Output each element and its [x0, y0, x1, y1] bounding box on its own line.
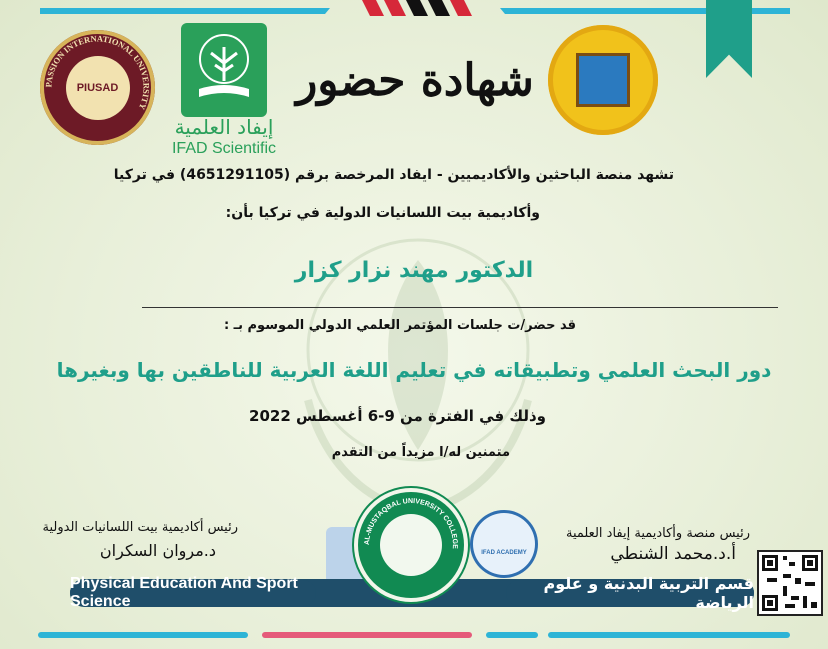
ifad-name-arabic: إيفاد العلمية [174, 115, 274, 139]
academy-line: وأكاديمية بيت اللسانيات الدولية في تركيا بأن: [225, 205, 540, 221]
department-name-english: Physical Education And Sport Science [70, 580, 316, 606]
ifad-seal-label: IFAD ACADEMY [481, 550, 527, 556]
department-name-arabic: قسم التربية البدنية و علوم الرياضة [506, 580, 754, 606]
tree-book-icon [181, 23, 267, 117]
recipient-name: الدكتور مهند نزار كزار [294, 258, 534, 283]
conference-topic: دور البحث العلمي وتطبيقاته في تعليم اللغة العربية للناطقين بها وبغيرها [56, 358, 772, 382]
ifad-name-english: IFAD Scientific [171, 140, 277, 157]
seal-emblem-icon [576, 53, 630, 107]
right-signatory-title: رئيس منصة وأكاديمية إيفاد العلمية [565, 526, 750, 541]
corner-ribbon [706, 0, 752, 78]
certificate-title: شهادة حضور [296, 55, 534, 106]
ifad-academy-seal [470, 510, 538, 578]
attestation-line: تشهد منصة الباحثين والأكاديميين - ايفاد المرخصة برقم (4651291105) في تركيا [113, 167, 674, 183]
attendance-line: قد حضر/ت جلسات المؤتمر العلمي الدولي الموسوم بـ : [223, 318, 576, 333]
left-signatory-title: رئيس أكاديمية بيت اللسانيات الدولية [42, 520, 238, 535]
wish-line: متمنين له/ا مزيداً من التقدم [331, 445, 510, 460]
college-ring-text [358, 492, 464, 598]
linguistics-academy-seal [548, 25, 658, 135]
right-signatory-name: أ.د.محمد الشنطي [610, 544, 736, 564]
left-signatory-name: د.مروان السكران [99, 541, 216, 560]
ifad-logo [181, 23, 267, 117]
seal-abbreviation: PIUSAD [66, 56, 130, 120]
divider [142, 307, 778, 308]
qr-code-icon[interactable] [757, 550, 823, 616]
seal-ring-text [40, 30, 155, 145]
date-line: وذلك في الفترة من 9-6 أغسطس 2022 [249, 407, 546, 425]
svg-text:AL-MUSTAQBAL UNIVERSITY COLLEG: AL-MUSTAQBAL UNIVERSITY COLLEGE [363, 497, 459, 549]
footer-bar [486, 632, 538, 638]
footer-bar [262, 632, 472, 638]
footer-bar [548, 632, 790, 638]
footer-bar [38, 632, 248, 638]
svg-text:PASSION INTERNATIONAL UNIVERSI: PASSION INTERNATIONAL UNIVERSITY [43, 33, 152, 112]
